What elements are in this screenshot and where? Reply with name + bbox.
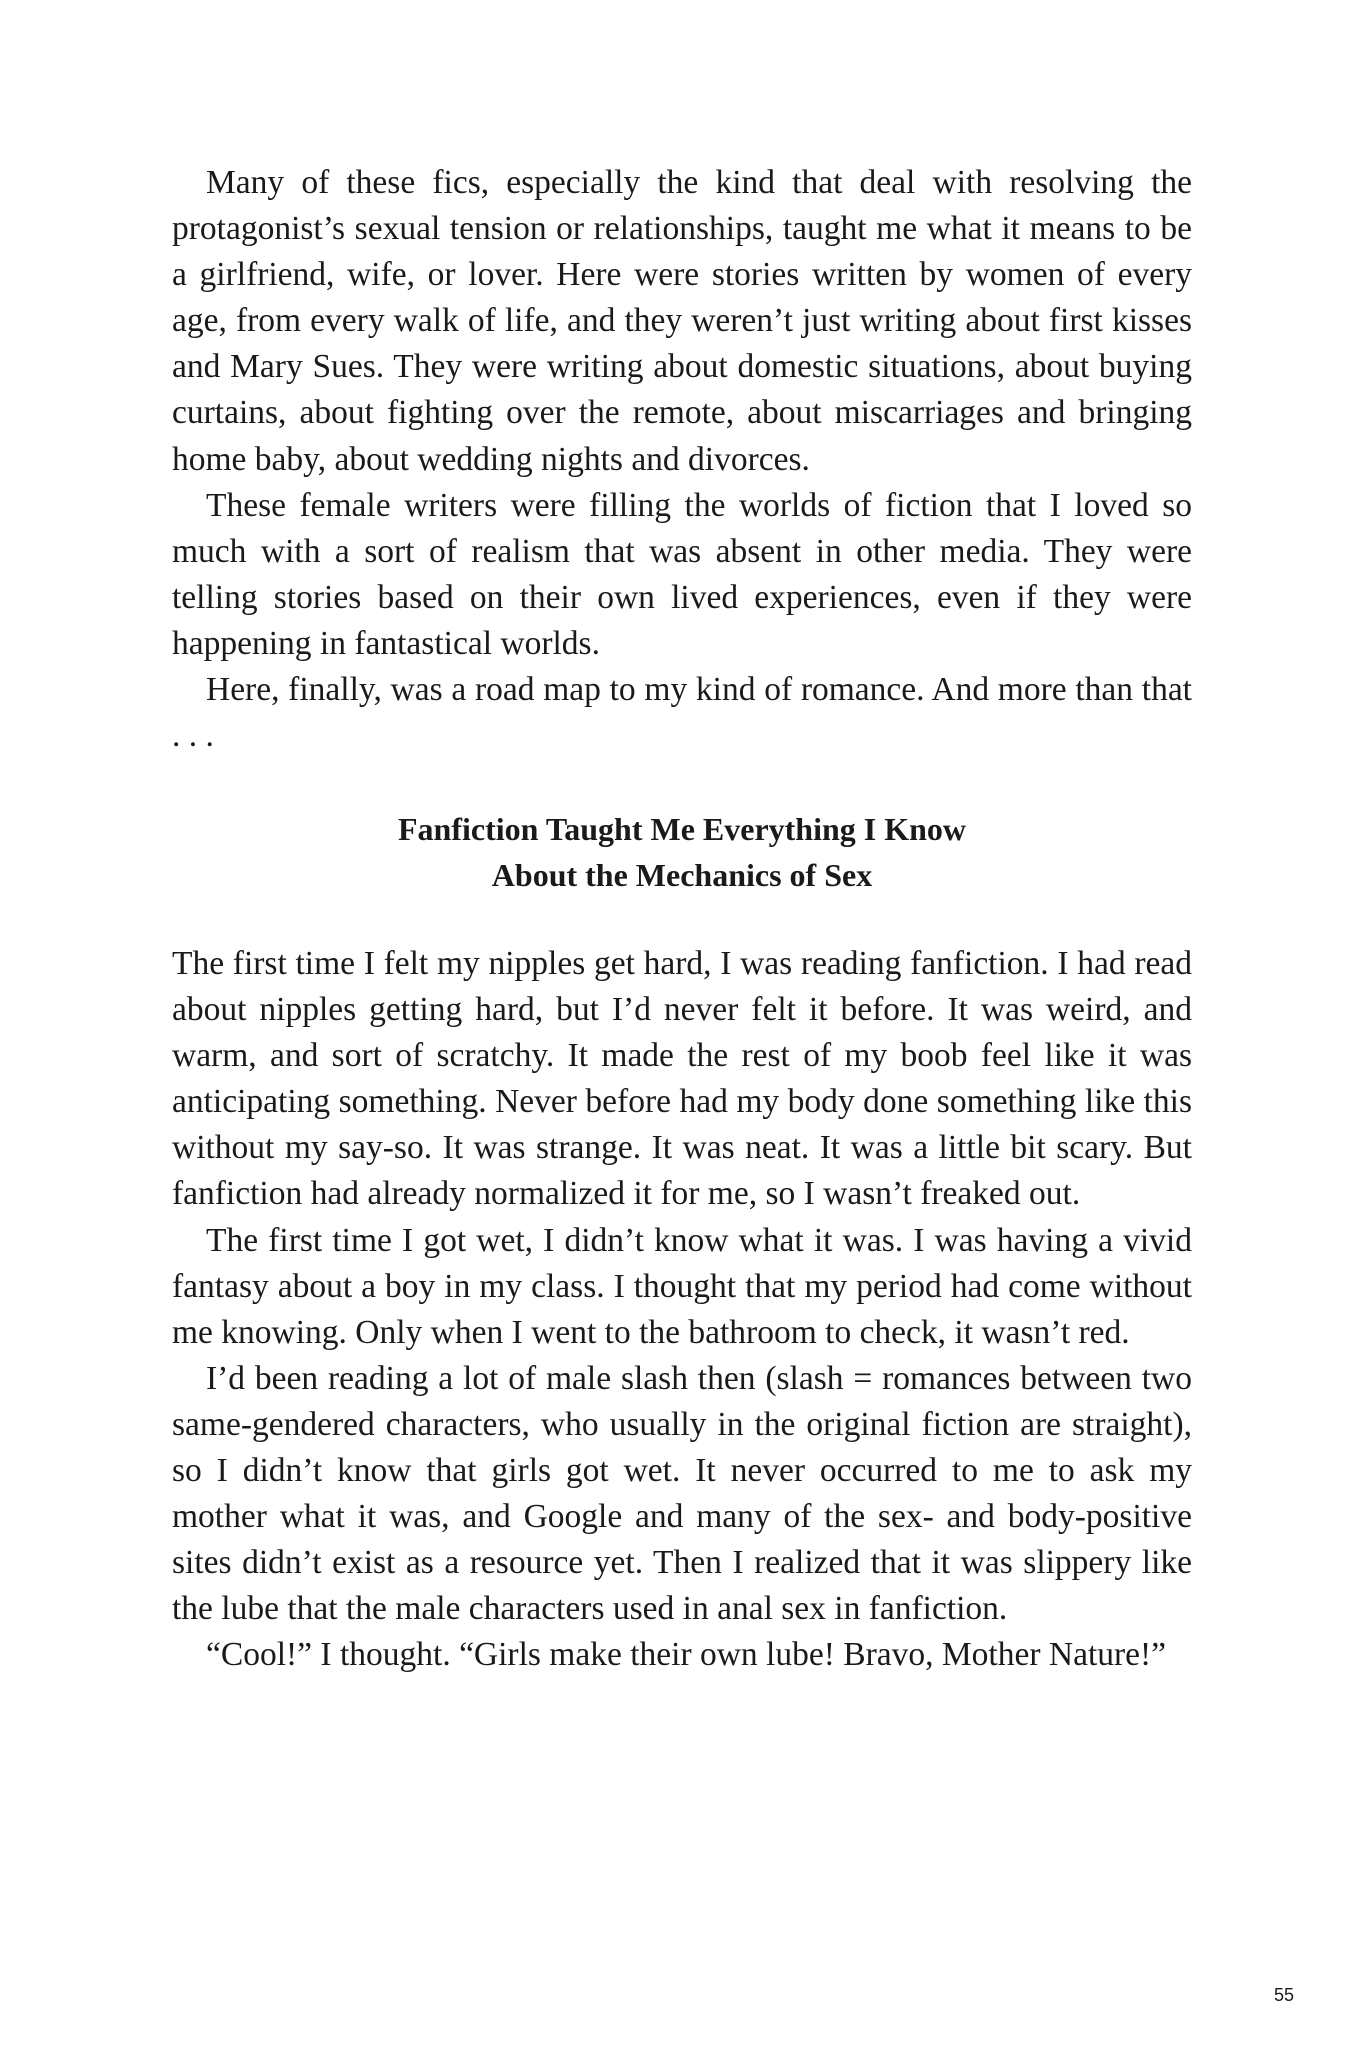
paragraph: Here, finally, was a road map to my kind of romance. And more than that . . .: [172, 671, 1192, 755]
paragraph: The first time I felt my nipples get hard, I was reading fanfiction. I had read about nipples getting hard, but I’d never felt it before. It was weird, and warm, and sort of scratchy. It made the rest of my boob feel like it was anticipating something. Never before had my body done something like this without my say-so. It was strange. It was neat. It was a little bit scary. But fanfiction had already normalized it for me, so I wasn’t freaked out.: [172, 945, 1192, 1213]
body-text-top: [172, 160, 1192, 759]
paragraph: Many of these fics, especially the kind that deal with resolving the protagonist’s sexual tension or relationships, taught me what it means to be a girlfriend, wife, or lover. Here were stories written by women of every age, from every walk of life, and they weren’t just writing about first kisses and Mary Sues. They were writing about domestic situations, about buying curtains, about fighting over the remote, about miscarriages and bringing home baby, about wedding nights and divorces.: [172, 164, 1192, 478]
section-heading-line: Fanfiction Taught Me Everything I Know: [397, 811, 967, 847]
body-text-bottom: [172, 941, 1192, 1679]
paragraph: These female writers were filling the worlds of fiction that I loved so much with a sort of realism that was absent in other media. They were telling stories based on their own lived experiences, even if they were happening in fantastical worlds.: [172, 486, 1192, 662]
paragraph: The first time I got wet, I didn’t know what it was. I was having a vivid fantasy about a boy in my class. I thought that my period had come without me knowing. Only when I went to the bathroom to check, it wasn’t red.: [172, 1221, 1192, 1351]
section-heading-line: About the Mechanics of Sex: [491, 857, 873, 893]
paragraph: I’d been reading a lot of male slash then (slash = romances between two same-gendered characters, who usually in the original fiction are straight), so I didn’t know that girls got wet. It never occurred to me to ask my mother what it was, and Google and many of the sex- and body-positive sites didn’t exist as a resource yet. Then I realized that it was slippery like the lube that the male characters used in anal sex in fanfiction.: [172, 1359, 1192, 1628]
paragraph: “Cool!” I thought. “Girls make their own lube! Bravo, Mother Nature!”: [206, 1636, 1167, 1674]
page-number: 55: [1273, 1985, 1294, 2005]
section-heading: [172, 806, 1192, 898]
